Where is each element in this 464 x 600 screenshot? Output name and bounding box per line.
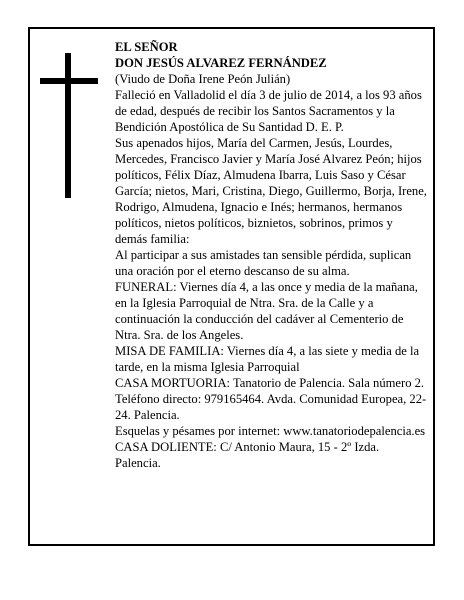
heading-line-2: DON JESÚS ALVAREZ FERNÁNDEZ bbox=[115, 56, 327, 70]
paragraph-internet: Esquelas y pésames por internet: www.tanatoriodepalencia.es bbox=[115, 424, 426, 438]
subtitle: (Viudo de Doña Irene Peón Julián) bbox=[115, 72, 291, 86]
cross-icon-crossbar bbox=[40, 78, 98, 84]
paragraph-prayer: Al participar a sus amistades tan sensible pérdida, suplican una oración por el eterno descanso de su alma. bbox=[115, 248, 412, 278]
paragraph-funeral: FUNERAL: Viernes día 4, a las once y media de la mañana, en la Iglesia Parroquial de Ntra. Sra. de la Calle y a continuación la conducción del cadáver al Cementerio de Ntra. Sra. de los Angeles. bbox=[115, 280, 418, 342]
paragraph-mourning-house: CASA DOLIENTE: C/ Antonio Maura, 15 - 2º Izda. Palencia. bbox=[115, 440, 380, 470]
paragraph-family: Sus apenados hijos, María del Carmen, Jesús, Lourdes, Mercedes, Francisco Javier y María José Alvarez Peón; hijos políticos, Félix Díaz, Almudena Ibarra, Luis Saso y César García; nietos, Mari, Cristina, Diego, Guillermo, Borja, Irene, Rodrigo, Almudena, Ignacio e Inés; hermanos, hermanos políticos, nietos políticos, biznietos, sobrinos, primos y demás familia: bbox=[115, 136, 427, 246]
paragraph-mortuary: CASA MORTUORIA: Tanatorio de Palencia. Sala número 2. Teléfono directo: 979165464. Avda. Comunidad Europea, 22-24. Palencia. bbox=[115, 376, 427, 422]
heading-line-1: EL SEÑOR bbox=[115, 40, 178, 54]
cross-icon bbox=[65, 53, 71, 198]
paragraph-family-mass: MISA DE FAMILIA: Viernes día 4, a las siete y media de la tarde, en la misma Iglesia Parroquial bbox=[115, 344, 420, 374]
paragraph-death: Falleció en Valladolid el día 3 de julio de 2014, a los 93 años de edad, después de recibir los Santos Sacramentos y la Bendición Apostólica de Su Santidad D. E. P. bbox=[115, 88, 422, 134]
notice-content bbox=[115, 39, 427, 471]
